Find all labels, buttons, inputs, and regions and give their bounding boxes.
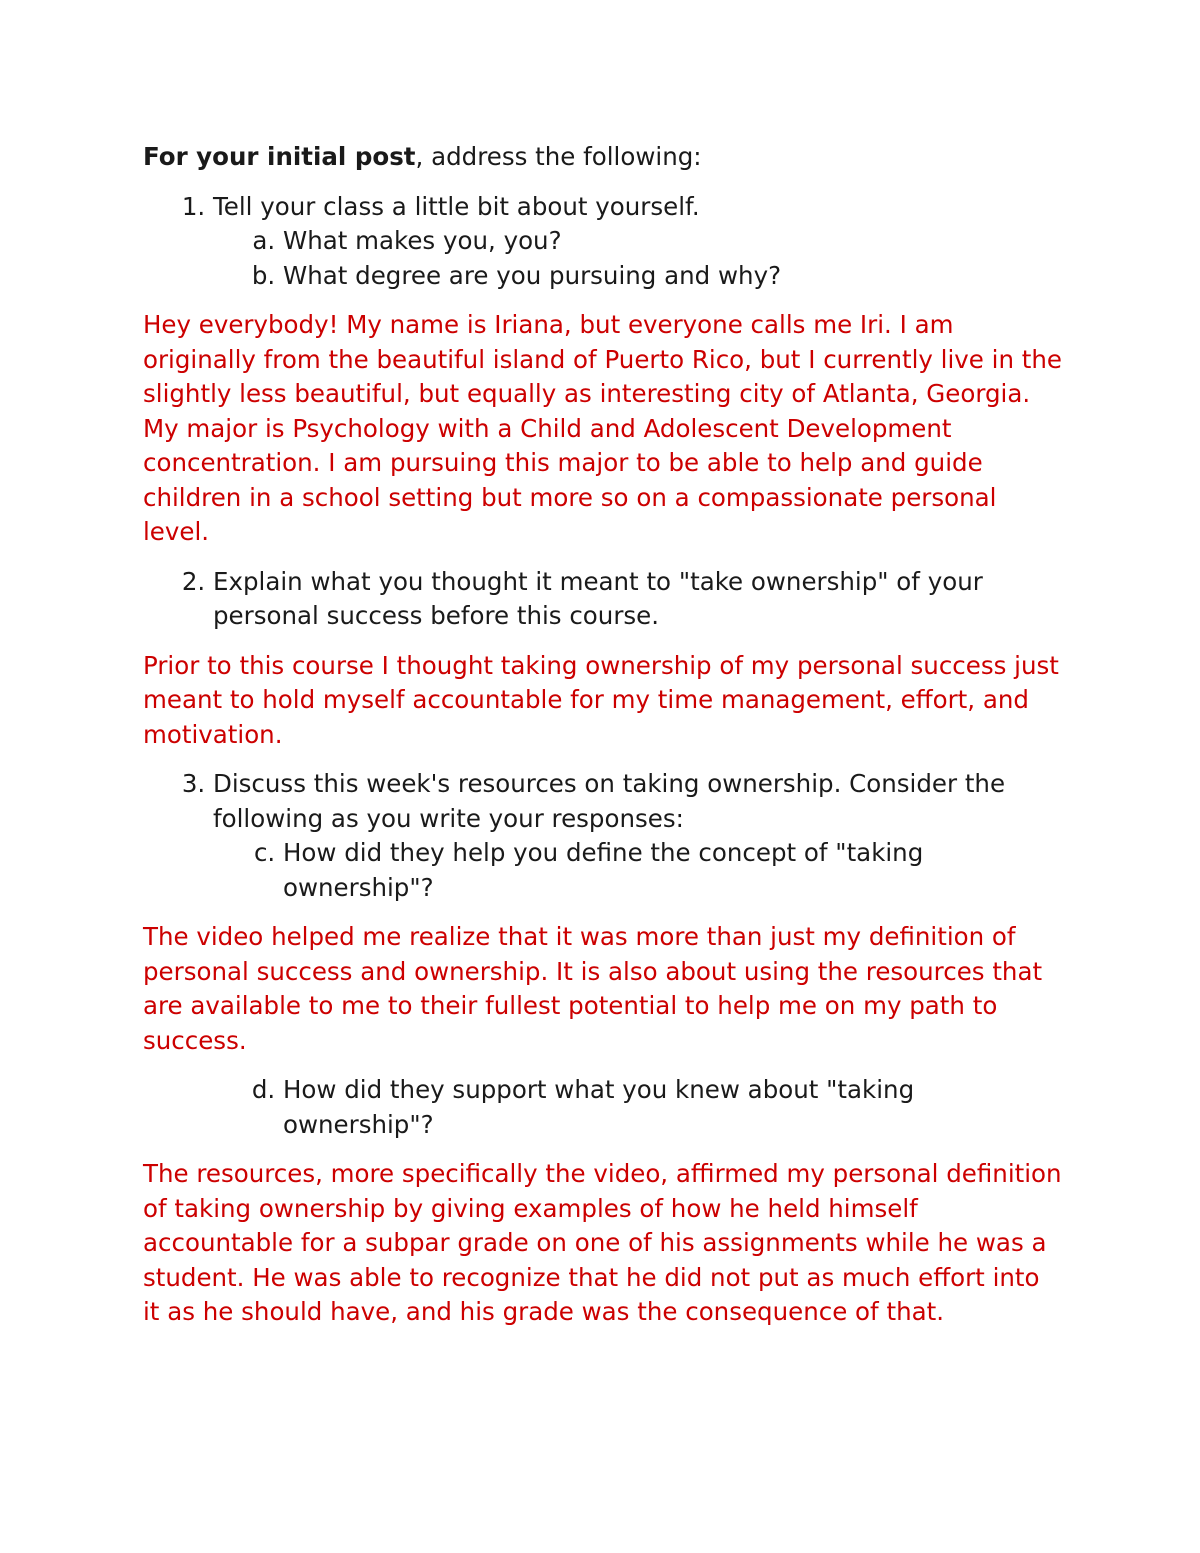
sub-question-c <box>143 836 1063 905</box>
sub-text: What degree are you pursuing and why? <box>283 260 782 290</box>
answer-2: Prior to this course I thought taking ownership of my personal success just meant to hold myself accountable for my time management, effort, and motivation. <box>143 650 1059 749</box>
sub-text: How did they help you define the concept of "taking ownership"? <box>283 838 924 902</box>
answer-3: The video helped me realize that it was more than just my definition of personal success and ownership. It is also about using the resources that are available to me to their fullest potential to help me on my path to success. <box>143 922 1043 1055</box>
question-number: 3. <box>181 769 206 798</box>
sub-question-b <box>143 259 1063 294</box>
question-text: Explain what you thought it meant to "take ownership" of your personal success before this course. <box>213 566 983 630</box>
sub-question-a <box>143 224 1063 259</box>
question-number: 2. <box>181 566 206 596</box>
question-text: Discuss this week's resources on taking ownership. Consider the following as you write your responses: <box>213 769 1006 833</box>
intro-bold: For your initial post <box>143 142 416 171</box>
question-number: 1. <box>181 191 206 221</box>
sub-letter: b. <box>251 260 276 290</box>
sub-question-d <box>143 1073 1063 1142</box>
question-3-row <box>143 767 1063 836</box>
document-page <box>143 140 1063 1345</box>
sub-letter: a. <box>252 226 276 255</box>
question-text: Tell your class a little bit about yourself. <box>213 191 700 221</box>
answer-1: Hey everybody! My name is Iriana, but everyone calls me Iri. I am originally from the beautiful island of Puerto Rico, but I currently live in the slightly less beautiful, but equally as interesting city of Atlanta, Georgia. My major is Psychology with a Child and Adolescent Development concentration. I am pursuing this major to be able to help and guide children in a school setting but more so on a compassionate personal level. <box>143 310 1062 546</box>
sub-text: How did they support what you knew about "taking ownership"? <box>283 1075 915 1139</box>
question-2-row <box>143 565 1063 634</box>
intro-rest: , address the following: <box>415 142 702 171</box>
question-3-d <box>143 1073 1063 1142</box>
sub-letter: d. <box>251 1075 276 1104</box>
sub-letter: c. <box>253 838 276 867</box>
question-3 <box>143 767 1063 905</box>
answer-4: The resources, more specifically the video, affirmed my personal definition of taking ownership by giving examples of how he held himself accountable for a subpar grade on one of his assignments while he was a student. He was able to recognize that he did not put as much effort into it as he should have, and his grade was the consequence of that. <box>143 1159 1062 1326</box>
intro-line <box>143 140 1063 175</box>
question-1-row <box>143 190 1063 225</box>
sub-text: What makes you, you? <box>283 226 562 255</box>
question-2 <box>143 565 1063 634</box>
question-1 <box>143 190 1063 294</box>
